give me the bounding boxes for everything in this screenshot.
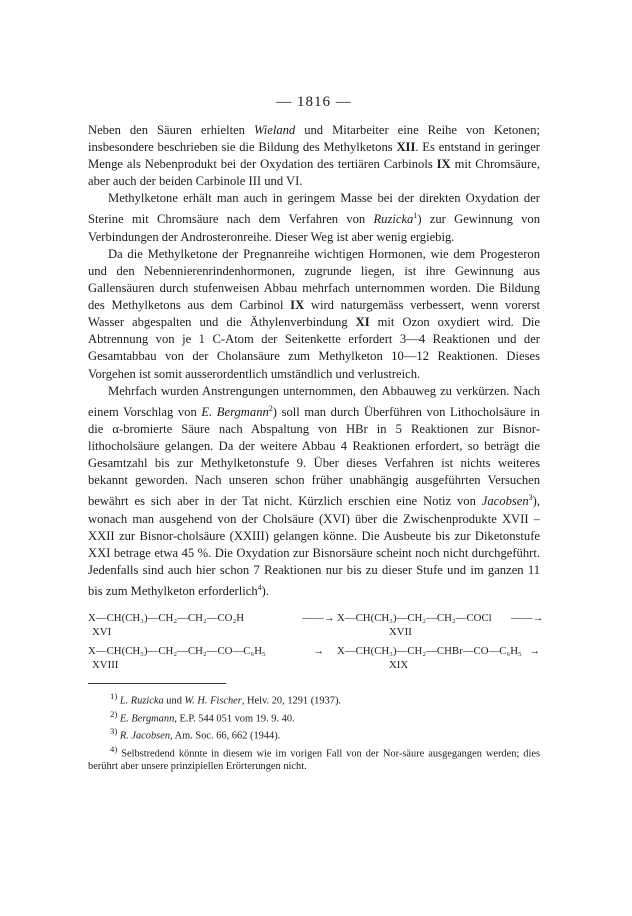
journal-page xyxy=(88,94,544,773)
paragraph-text: ). xyxy=(261,584,269,599)
paragraph-text: mit Ozon oxydiert wird. Die Abtrennung von je 1 C-Atom der Seitenkette erfordert 3—4 Reaktionen und der Gesamtabbau von der Cholansäure zum Methylketon 10—12 Reaktionen. Dieses Vorgehen ist somit ausserordentlich umständlich und verlustreich. xyxy=(88,315,540,381)
footnote-marker: 2) xyxy=(110,708,118,719)
reaction-scheme xyxy=(88,612,544,672)
footnote-3 xyxy=(88,725,540,742)
footnote-1 xyxy=(88,690,540,707)
footnote-marker: 1) xyxy=(110,691,118,702)
footnote-author: E. Bergmann xyxy=(119,713,175,725)
footnote-author: L. Ruzicka xyxy=(119,695,164,707)
reaction-arrow: ——→ xyxy=(511,612,544,625)
paragraph-text: ) zur Gewinnung von Verbindungen der Androsteronreihe. Dieser Weg ist aber wenig ergiebig. xyxy=(88,212,540,244)
compound-reference: IX xyxy=(290,298,305,313)
author-name: Jacobsen xyxy=(481,494,529,509)
formula-xix: X—CH(CH₃)—CH₂—CHBr—CO—C₆H₅ xyxy=(337,645,522,658)
footnote-separator xyxy=(88,683,226,684)
body-text xyxy=(88,122,540,600)
footnote-reference: 3 xyxy=(528,493,533,503)
paragraph-text: Neben den Säuren erhielten xyxy=(88,123,254,137)
compound-reference: IX xyxy=(436,157,451,172)
footnote-marker: 3) xyxy=(110,726,118,737)
paragraph xyxy=(88,246,540,383)
formula-xviii: X—CH(CH₃)—CH₂—CH₂—CO—C₆H₅ xyxy=(88,645,266,658)
formula-xvii: X—CH(CH₃)—CH₂—CH₂—COCl xyxy=(337,612,492,625)
footnote-citation: , E.P. 544 051 vom 19. 9. 40. xyxy=(174,713,295,725)
equation-labels-2 xyxy=(88,659,540,672)
paragraph xyxy=(88,122,540,190)
footnote-reference: 2 xyxy=(268,403,273,413)
footnote-reference: 1 xyxy=(413,211,418,221)
footnote-author: R. Jacobsen xyxy=(119,730,171,742)
footnote-citation: , Helv. 20, 1291 (1937). xyxy=(241,695,342,707)
author-name: Wieland xyxy=(253,123,296,137)
footnote-reference: 4 xyxy=(257,583,262,592)
paragraph xyxy=(88,190,540,245)
paragraph-text: . Es entstand in geringer Menge als Nebenprodukt bei der Oxydation des tertiären Carbinols xyxy=(88,140,540,172)
reaction-arrow: → xyxy=(313,645,324,658)
compound-label-xvi: XVI xyxy=(92,626,112,639)
formula-xvi: X—CH(CH₃)—CH₂—CH₂—CO₂H xyxy=(88,612,245,625)
paragraph-text: ) soll man durch Überführen von Lithocholsäure in die α-bromierte Säure nach Abspaltung von HBr in 5 Reaktionen zur Bisnor-lithocholsäure gelangen. Da der weitere Abbau 4 Reaktionen erfordert, so beträgt die Gesamtzahl bis zur Methylketonstufe 9. Über dieses Verfahren ist nichts weiteres bekannt geworden. Nach unseren schon früher unabhängig ausgeführten Versuchen bewährt es sich aber in der Tat nicht. Kürzlich erschien eine Notiz von xyxy=(88,404,540,509)
paragraph-text: Mehrfach wurden Anstrengungen unternommen, den Abbauweg zu verkürzen. Nach einem Vorschlag von xyxy=(88,383,540,419)
footnote-joiner: und xyxy=(163,695,185,707)
compound-label-xvii: XVII xyxy=(389,626,412,639)
footnote-2 xyxy=(88,708,540,725)
footnote-citation: , Am. Soc. 66, 662 (1944). xyxy=(170,730,281,742)
footnote-marker: 4) xyxy=(110,743,118,754)
paragraph-text: Da die Methylketone der Pregnanreihe wichtigen Hormonen, wie dem Progesteron und den Nebennierenrindenhormonen, zugrunde liegen, ist ihre Gewinnung aus Gallensäuren durch stufenweisen Abbau mehrfach unternommen worden. Die Bildung des Methylketons aus dem Carbinol xyxy=(88,246,540,313)
compound-reference: XII xyxy=(396,140,416,155)
page-number: — 1816 — xyxy=(276,94,352,110)
compound-label-xviii: XVIII xyxy=(92,659,119,672)
reaction-arrow: → xyxy=(529,645,540,658)
paragraph-text: ), wonach man ausgehend von der Cholsäure (XVI) über die Zwischenprodukte XVII – XXII zur Bisnor-cholsäure (XXIII) gelangen könne. Die Ausbeute bis zur Diketonstufe XXI betrage etwa 45 %. Die Oxydation zur Bisnorsäure scheint noch nicht durchgeführt. Jedenfalls sind auch hier schon 7 Reaktionen nur bis zu dieser Stufe und im ganzen 11 bis zum Methylketon erforderlich xyxy=(88,494,540,599)
footnote-text: Selbstredend könnte in diesem wie im vorigen Fall von der Nor-säure ausgegangen werden; dies berührt aber unsere prinzipiellen Erörterungen nicht. xyxy=(88,748,540,773)
author-name: Ruzicka xyxy=(373,212,414,227)
paragraph-text: mit Chromsäure, aber auch der beiden Carbinole III und VI. xyxy=(88,157,540,189)
paragraph-text: Methylketone erhält man auch in geringem Masse bei der direkten Oxydation der Sterine mit Chromsäure nach dem Verfahren von xyxy=(88,191,540,227)
reaction-arrow: ——→ xyxy=(302,612,335,625)
footnote-4 xyxy=(88,743,540,773)
equation-row-2 xyxy=(88,645,540,658)
paragraph xyxy=(88,383,540,601)
footnote-author-2: W. H. Fischer xyxy=(184,695,242,707)
paragraph-text: wird naturgemäss verbessert, wenn vorerst Wasser abgespalten und die Äthylenverbindung xyxy=(88,298,540,330)
compound-label-xix: XIX xyxy=(389,659,409,672)
equation-labels-1 xyxy=(88,626,540,639)
paragraph-text: und Mitarbeiter eine Reihe von Ketonen; insbesondere beschrieben sie die Bildung des Methylketons xyxy=(88,123,540,155)
equation-row-1 xyxy=(88,612,544,625)
footnotes xyxy=(88,690,540,773)
compound-reference: XI xyxy=(355,315,370,330)
author-name: E. Bergmann xyxy=(201,404,269,419)
